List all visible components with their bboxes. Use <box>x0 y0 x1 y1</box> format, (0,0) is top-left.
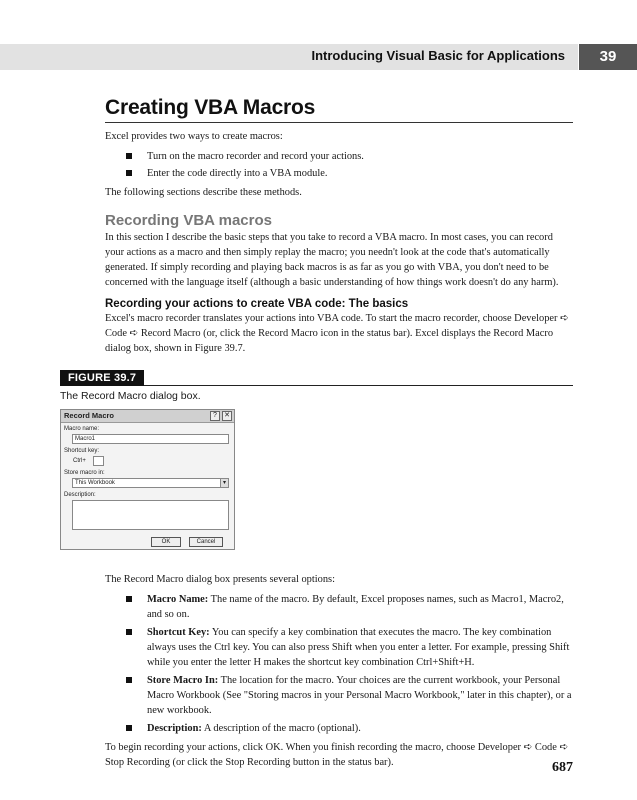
macro-name-label: Macro name: <box>64 426 100 432</box>
method-list <box>105 149 573 181</box>
running-header <box>0 44 637 70</box>
list-item <box>105 721 573 736</box>
list-item: Turn on the macro recorder and record your actions. <box>105 149 573 164</box>
recording-heading: Recording VBA macros <box>105 212 272 229</box>
close-icon[interactable]: ✕ <box>222 411 232 421</box>
option-text: You can specify a key combination that executes the macro. The key combination always uses the Ctrl key. You can also press Shift when you enter a letter. For example, pressing Shift while you enter the letter H makes the shortcut key combination Ctrl+Shift+H. <box>147 627 570 668</box>
recording-subheading: Recording your actions to create VBA code: The basics <box>105 298 409 310</box>
figure-label: FIGURE 39.7 <box>60 370 144 386</box>
description-label: Description: <box>64 492 96 498</box>
figure-caption: The Record Macro dialog box. <box>60 390 201 402</box>
store-macro-value: This Workbook <box>75 480 115 486</box>
list-item <box>105 592 573 622</box>
option-text: The location for the macro. Your choices are the current workbook, your Personal Macro Workbook (See "Storing macros in your Personal Macro Workbook," later in this chapter), or a new workbook. <box>147 675 572 716</box>
running-title: Introducing Visual Basic for Applications <box>311 48 565 63</box>
dialog-title: Record Macro <box>64 411 115 420</box>
chevron-down-icon[interactable]: ▾ <box>220 479 228 487</box>
main-content <box>105 96 573 356</box>
option-term: Macro Name: <box>147 594 209 605</box>
list-item <box>105 673 573 718</box>
option-term: Shortcut Key: <box>147 627 210 638</box>
shortcut-key-label: Shortcut key: <box>64 448 100 454</box>
dialog-titlebar <box>61 410 234 423</box>
options-closing: To begin recording your actions, click OK. When you finish recording the macro, choose Developer ➪ Code ➪ Stop Recording (or click the Stop Recording button in the status bar). <box>105 742 569 768</box>
page-number: 687 <box>552 760 573 775</box>
option-term: Store Macro In: <box>147 675 219 686</box>
ok-button[interactable]: OK <box>151 537 181 547</box>
ctrl-label: Ctrl+ <box>73 458 86 464</box>
option-text: A description of the macro (optional). <box>201 723 361 734</box>
section-title: Creating VBA Macros <box>105 96 573 123</box>
options-list <box>105 592 573 736</box>
part-number-tab: 39 <box>579 44 637 70</box>
cancel-button[interactable]: Cancel <box>189 537 223 547</box>
recording-sub-paragraph: Excel's macro recorder translates your actions into VBA code. To start the macro recorder, choose Developer ➪ Code ➪ Record Macro (or, click the Record Macro icon in the status bar). Excel displays the Record Macro dialog box, shown in Figure 39.7. <box>105 313 569 354</box>
options-intro: The Record Macro dialog box presents several options: <box>105 574 335 585</box>
store-macro-select[interactable] <box>72 478 229 488</box>
figure-block <box>60 370 573 402</box>
record-macro-dialog <box>60 409 235 550</box>
recording-paragraph: In this section I describe the basic steps that you take to record a VBA macro. In most cases, you can record your actions as a macro and then simply replay the macro; you needn't look at the code that's automatically generated. If simply recording and playing back macros is as far as you go with VBA, you don't need to be concerned with the language itself (although a basic understanding of how things work doesn't do any harm). <box>105 232 559 288</box>
options-section <box>105 572 573 770</box>
section-outro: The following sections describe these methods. <box>105 187 302 198</box>
shortcut-key-input[interactable] <box>93 456 104 466</box>
figure-label-row <box>60 370 573 386</box>
option-text: The name of the macro. By default, Excel proposes names, such as Macro1, Macro2, and so on. <box>147 594 564 620</box>
section-intro: Excel provides two ways to create macros: <box>105 131 283 142</box>
help-icon[interactable]: ? <box>210 411 220 421</box>
store-macro-label: Store macro in: <box>64 470 105 476</box>
list-item: Enter the code directly into a VBA module. <box>105 166 573 181</box>
description-input[interactable] <box>72 500 229 530</box>
macro-name-input[interactable]: Macro1 <box>72 434 229 444</box>
list-item <box>105 625 573 670</box>
option-term: Description: <box>147 723 202 734</box>
